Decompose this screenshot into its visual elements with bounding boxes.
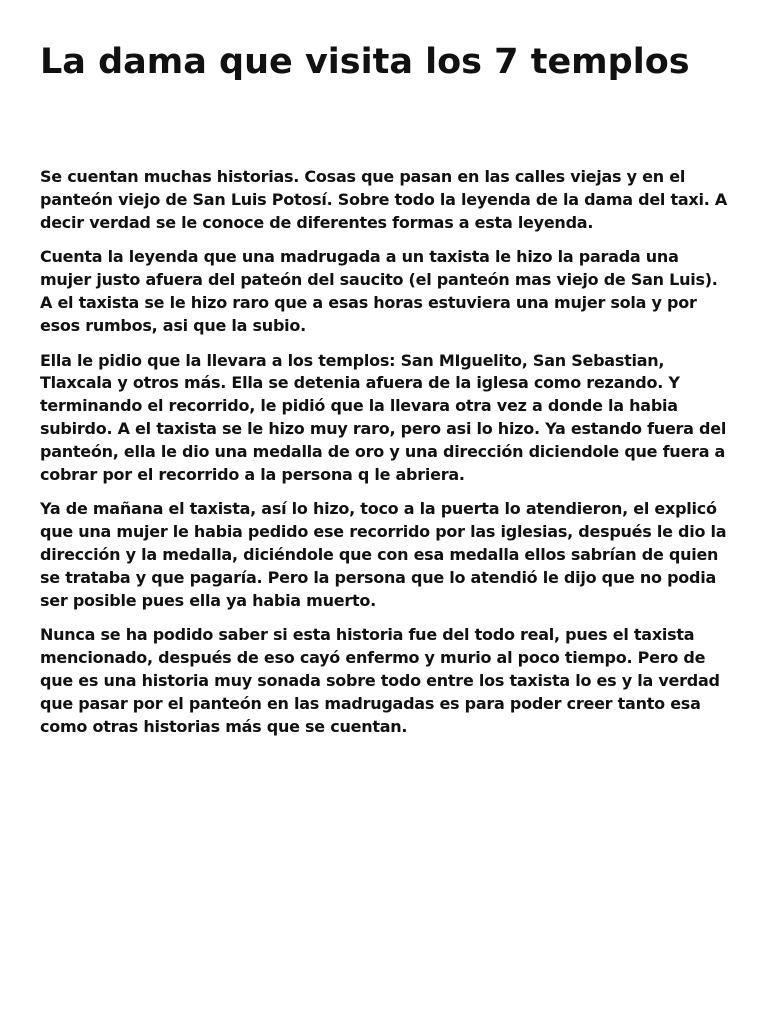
paragraph-2: Cuenta la leyenda que una madrugada a un taxista le hizo la parada una mujer justo afuera del pateón del saucito (el panteón mas viejo de San Luis). A el taxista se le hizo raro que a esas horas estuviera una mujer sola y por esos rumbos, asi que la subio.: [40, 247, 718, 335]
document-title: La dama que visita los 7 templos: [40, 42, 690, 82]
document-body: [40, 166, 730, 750]
paragraph-4: Ya de mañana el taxista, así lo hizo, toco a la puerta lo atendieron, el explicó que una mujer le habia pedido ese recorrido por las iglesias, después le dio la dirección y la medalla, diciéndole que con esa medalla ellos sabrían de quien se trataba y que pagaría. Pero la persona que lo atendió le dijo que no podia ser posible pues ella ya habia muerto.: [40, 499, 727, 610]
paragraph-3: Ella le pidio que la llevara a los templos: San MIguelito, San Sebastian, Tlaxcala y otros más. Ella se detenia afuera de la iglesa como rezando. Y terminando el recorrido, le pidió que la llevara otra vez a donde la habia subirdo. A el taxista se le hizo muy raro, pero asi lo hizo. Ya estando fuera del panteón, ella le dio una medalla de oro y una dirección diciendole que fuera a cobrar por el recorrido a la persona q le abriera.: [40, 350, 727, 484]
paragraph-5: Nunca se ha podido saber si esta historia fue del todo real, pues el taxista mencionado, después de eso cayó enfermo y murio al poco tiempo. Pero de que es una historia muy sonada sobre todo entre los taxista lo es y la verdad que pasar por el panteón en las madrugadas es para poder creer tanto esa como otras historias más que se cuentan.: [40, 625, 720, 736]
paragraph-1: Se cuentan muchas historias. Cosas que pasan en las calles viejas y en el panteón viejo de San Luis Potosí. Sobre todo la leyenda de la dama del taxi. A decir verdad se le conoce de diferentes formas a esta leyenda.: [40, 167, 728, 232]
